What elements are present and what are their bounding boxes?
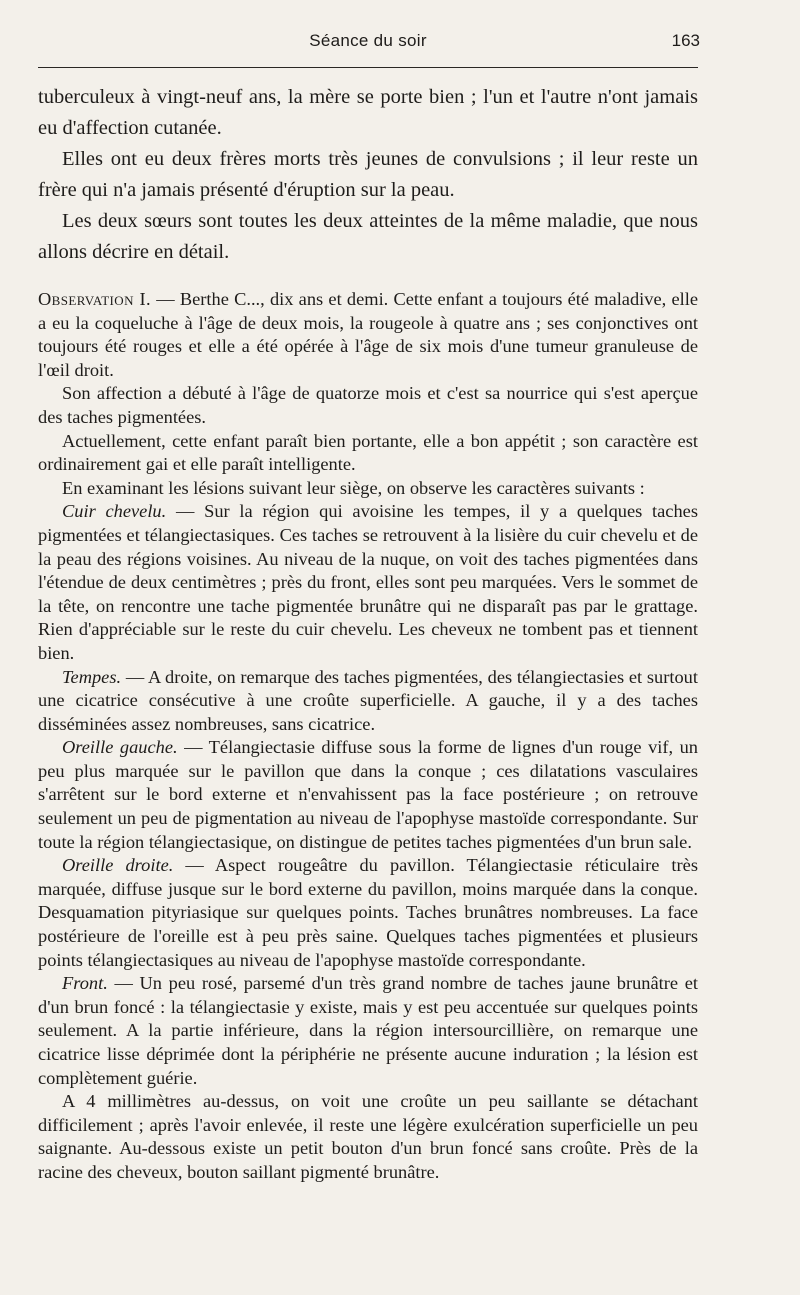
body-text — [38, 82, 698, 1185]
header-rule — [38, 67, 698, 68]
region-title: Cuir chevelu. — [62, 501, 167, 522]
region-paragraph-oreille-gauche — [38, 736, 698, 854]
region-title: Oreille droite. — [62, 855, 174, 876]
observation-heading-paragraph — [38, 288, 698, 382]
running-head — [38, 31, 698, 55]
region-text: — Sur la région qui avoisine les tempes, il y a quelques taches pigmentées et télangiectasiques. Ces taches se retrouvent à la lisière du cuir chevelu et de la peau des régions voisines. Au niveau de la nuque, on voit des taches pigmentées dans l'étendue de deux centimètres ; près du front, elles sont peu marquées. Vers le sommet de la tête, on rencontre une tache pigmentée brunâtre qui ne disparaît pas par le grattage. Rien d'appréciable sur le reste du cuir chevelu. Les cheveux ne tombent pas et tiennent bien. — [38, 501, 698, 663]
observation-section — [38, 288, 698, 1185]
intro-section — [38, 82, 698, 268]
final-paragraph: A 4 millimètres au-dessus, on voit une croûte un peu saillante se détachant difficilement ; après l'avoir enlevée, il reste une légère exulcération superficielle un peu saignante. Au-dessous existe un petit bouton d'un brun foncé sans croûte. Près de la racine des cheveux, bouton saillant pigmenté brunâtre. — [38, 1091, 698, 1182]
observation-paragraph: Actuellement, cette enfant paraît bien portante, elle a bon appétit ; son caractère est ordinairement gai et elle paraît intelligente. — [38, 430, 698, 475]
intro-paragraph: tuberculeux à vingt-neuf ans, la mère se porte bien ; l'un et l'autre n'ont jamais eu d'affection cutanée. — [38, 86, 698, 139]
region-paragraph-tempes — [38, 666, 698, 737]
region-title: Oreille gauche. — [62, 737, 178, 758]
region-text: — Un peu rosé, parsemé d'un très grand nombre de taches jaune brunâtre et d'un brun foncé : la télangiectasie y existe, mais y est peu accentuée sur quelques points seulement. A la partie inférieure, dans la région intersourcillière, on remarque une cicatrice lisse déprimée dont la périphérie ne présente aucune induration ; la lésion est complètement guérie. — [38, 973, 698, 1088]
intro-paragraph: Elles ont eu deux frères morts très jeunes de convulsions ; il leur reste un frère qui n'a jamais présenté d'éruption sur la peau. — [38, 148, 698, 201]
observation-paragraph: Son affection a débuté à l'âge de quatorze mois et c'est sa nourrice qui s'est aperçue des taches pigmentées. — [38, 383, 698, 427]
region-paragraph-front — [38, 972, 698, 1090]
observation-text: — Berthe C..., dix ans et demi. Cette enfant a toujours été maladive, elle a eu la coqueluche à l'âge de deux mois, la rougeole à quatre ans ; ses conjonctives ont toujours été rouges et elle a été opérée à l'âge de six mois d'une tumeur granuleuse de l'œil droit. — [38, 289, 698, 380]
region-title: Tempes. — [62, 666, 122, 687]
region-paragraph-cuir-chevelu — [38, 500, 698, 665]
page-number: 163 — [671, 31, 700, 50]
running-title: Séance du soir — [309, 31, 427, 50]
region-text: — Télangiectasie diffuse sous la forme de lignes d'un rouge vif, un peu plus marquée sur le pavillon que dans la conque ; ces dilatations vasculaires s'arrêtent sur le bord externe et n'envahissent pas la face postérieure ; on retrouve seulement un peu de pigmentation au niveau de l'apophyse mastoïde correspondante. Sur toute la région télangiectasique, on distingue de petites taches pigmentées d'un brun sale. — [38, 737, 698, 852]
region-paragraph-oreille-droite — [38, 854, 698, 972]
observation-label: Observation I. — [38, 289, 152, 309]
region-title: Front. — [62, 973, 108, 994]
region-text: — Aspect rougeâtre du pavillon. Télangiectasie réticulaire très marquée, diffuse jusque sur le bord externe du pavillon, moins marquée dans la conque. Desquamation pityriasique sur quelques points. Taches brunâtres nombreuses. La face postérieure de l'oreille est à peu près saine. Quelques taches pigmentées et plusieurs points télangiectasiques au niveau de l'apophyse mastoïde correspondante. — [38, 855, 698, 970]
intro-paragraph: Les deux sœurs sont toutes les deux atteintes de la même maladie, que nous allons décrire en détail. — [38, 210, 698, 263]
observation-paragraph: En examinant les lésions suivant leur siège, on observe les caractères suivants : — [62, 477, 645, 498]
region-text: — A droite, on remarque des taches pigmentées, des télangiectasies et surtout une cicatrice consécutive à une croûte superficielle. A gauche, il y a des taches disséminées assez nombreuses, sans cicatrice. — [38, 666, 698, 734]
